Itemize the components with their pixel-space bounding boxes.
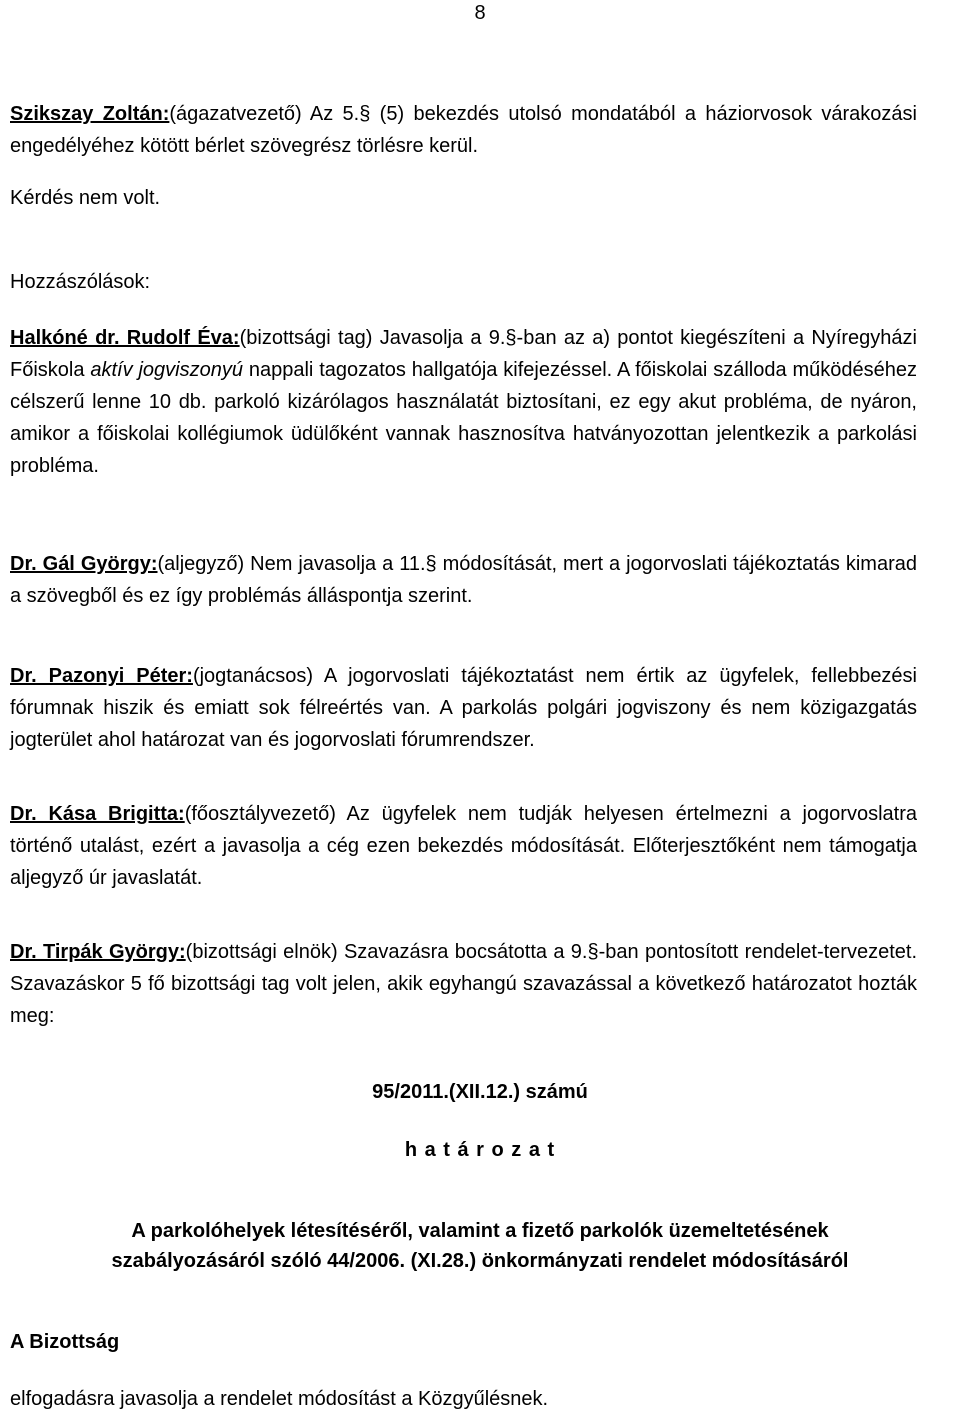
paragraph-szikszay (10, 98, 917, 162)
paragraph-text: Kérdés nem volt. (10, 187, 161, 209)
paragraph-italic-text: aktív jogviszonyú (90, 359, 243, 381)
resolution-title: h a t á r o z a t (404, 1139, 556, 1161)
speaker-name: Szikszay Zoltán: (10, 103, 170, 125)
speaker-name: Dr. Gál György: (10, 553, 158, 575)
speaker-name: Dr. Pazonyi Péter: (10, 665, 193, 687)
page-number: 8 (474, 2, 486, 24)
paragraph-text: (bizottsági tag) Javasolja a 9.§-ban az a) pontot kiegészíteni a Nyíregyházi Főiskola (10, 327, 917, 381)
paragraph-kasa (10, 798, 917, 894)
speaker-name: Dr. Tirpák György: (10, 941, 186, 963)
paragraph-gal (10, 548, 917, 612)
resolution-subject-line2: szabályozásáról szóló 44/2006. (XI.28.) önkormányzati rendelet módosításáról (111, 1250, 849, 1272)
speaker-name: Dr. Kása Brigitta: (10, 803, 185, 825)
paragraph-text: (ágazatvezető) Az 5.§ (5) bekezdés utolsó mondatából a háziorvosok várakozási engedélyéhez kötött bérlet szövegrész törlésre kerül. (10, 103, 917, 157)
paragraph-text: Hozzászólások: (10, 271, 151, 293)
paragraph-halkone (10, 322, 917, 482)
paragraph-no-questions (10, 182, 917, 214)
speaker-name: Halkóné dr. Rudolf Éva: (10, 327, 240, 349)
resolution-number: 95/2011.(XII.12.) számú (372, 1081, 588, 1103)
paragraph-text: (bizottsági elnök) Szavazásra bocsátotta a 9.§-ban pontosított rendelet-tervezetet. Szavazáskor 5 fő bizottsági tag volt jelen, akik egyhangú szavazással a következő határozatot hozták meg: (10, 941, 917, 1027)
committee-heading: A Bizottság (10, 1331, 120, 1353)
paragraph-text: nappali tagozatos hallgatója kifejezéssel. A főiskolai szálloda működéséhez célszerű lenne 10 db. parkoló kizárólagos használatát biztosítani, ez egy akut probléma, de nyáron, amikor a főiskolai kollégiumok üdülőként vannak hasznosítva hatványozottan jelentkezik a parkolási probléma. (10, 359, 917, 477)
paragraph-text: (főosztályvezető) Az ügyfelek nem tudják helyesen értelmezni a jogorvoslatra történő utalást, ezért a javasolja a cég ezen bekezdés módosítását. Előterjesztőként nem támogatja aljegyző úr javaslatát. (10, 803, 917, 889)
paragraph-text: (aljegyző) Nem javasolja a 11.§ módosítását, mert a jogorvoslati tájékoztatás kimarad a szövegből és ez így problémás álláspontja szerint. (10, 553, 918, 607)
paragraph-comments-heading (10, 266, 917, 298)
paragraph-text: (jogtanácsos) A jogorvoslati tájékoztatást nem értik az ügyfelek, fellebbezési fórumnak hiszik és emiatt sok félreértés van. A parkolás polgári jogviszony és nem közigazgatás jogterület ahol határozat van és jogorvoslati fórumrendszer. (10, 665, 918, 751)
resolution-subject-line1: A parkolóhelyek létesítéséről, valamint a fizető parkolók üzemeltetésének (131, 1220, 829, 1242)
paragraph-tirpak (10, 936, 917, 1032)
paragraph-pazonyi (10, 660, 917, 756)
closing-statement: elfogadásra javasolja a rendelet módosítást a Közgyűlésnek. (10, 1388, 549, 1410)
